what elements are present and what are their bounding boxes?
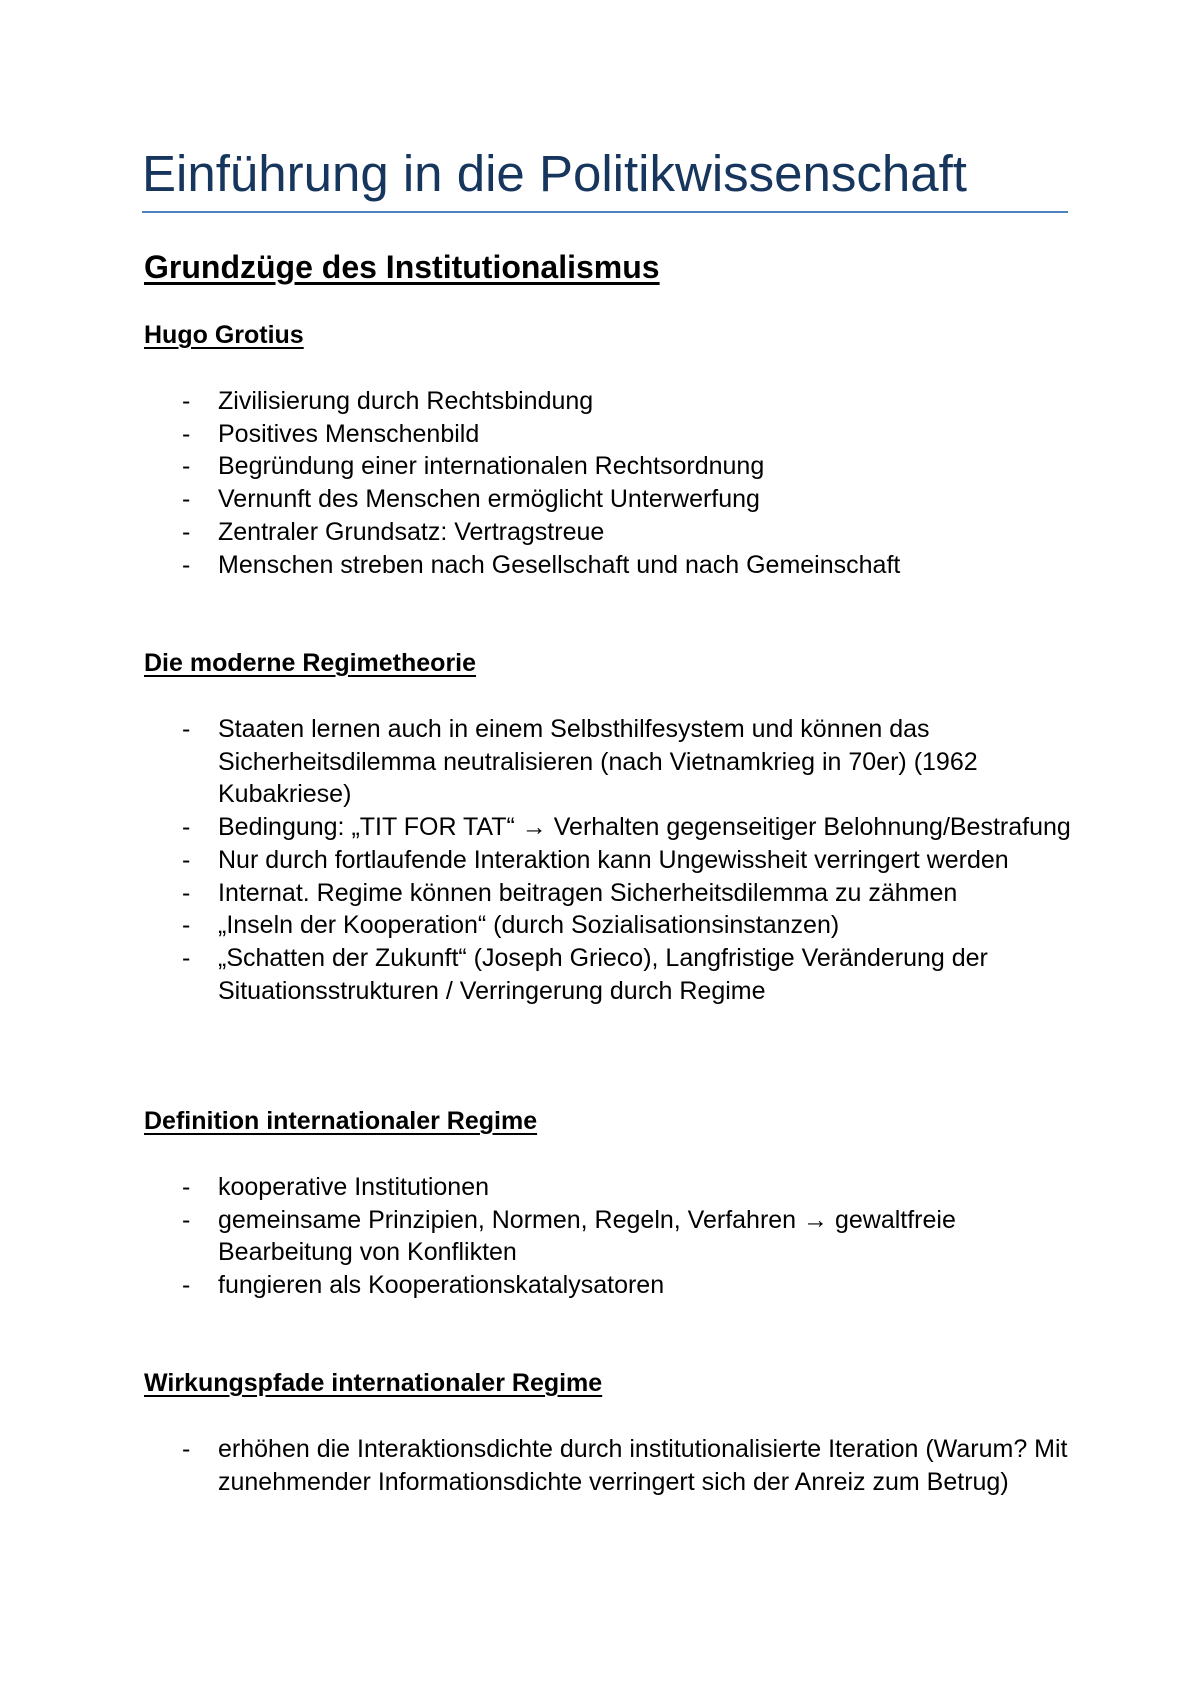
bullet-list-regimetheorie	[144, 713, 1084, 1007]
list-item	[144, 1433, 1084, 1498]
bullet-dash: -	[182, 517, 191, 546]
list-item	[144, 1269, 1084, 1302]
bullet-dash: -	[182, 911, 191, 940]
bullet-dash: -	[182, 943, 191, 972]
list-item	[144, 844, 1084, 877]
list-item	[144, 1204, 1084, 1269]
list-item-text: Nur durch fortlaufende Interaktion kann Ungewissheit verringert werden	[218, 845, 1009, 874]
document-title: Einführung in die Politikwissenschaft	[142, 145, 967, 202]
list-item	[144, 549, 1084, 582]
section-heading-wirkungspfade: Wirkungspfade internationaler Regime	[144, 1369, 603, 1397]
section-heading-definition: Definition internationaler Regime	[144, 1107, 538, 1135]
list-item-text: „Schatten der Zukunft“ (Joseph Grieco), Langfristige Veränderung der Situationsstrukturen / Verringerung durch Regime	[218, 943, 988, 1005]
list-item	[144, 909, 1084, 942]
list-item	[144, 516, 1084, 549]
list-item	[144, 1171, 1084, 1204]
list-item-text: fungieren als Kooperationskatalysatoren	[218, 1271, 665, 1300]
list-item	[144, 385, 1084, 418]
bullet-dash: -	[182, 813, 191, 842]
bullet-dash: -	[182, 419, 191, 448]
list-item-text: Menschen streben nach Gesellschaft und nach Gemeinschaft	[218, 550, 901, 579]
list-item-text: Zentraler Grundsatz: Vertragstreue	[218, 517, 605, 546]
list-item-text: Vernunft des Menschen ermöglicht Unterwerfung	[218, 485, 760, 514]
list-item	[144, 418, 1084, 451]
list-item-text: kooperative Institutionen	[218, 1173, 490, 1201]
list-item	[144, 450, 1084, 483]
bullet-dash: -	[182, 715, 191, 743]
bullet-dash: -	[182, 485, 191, 514]
list-item	[144, 811, 1084, 844]
bullet-dash: -	[182, 1271, 191, 1300]
main-heading: Grundzüge des Institutionalismus	[144, 249, 660, 285]
section-heading-hugo-grotius: Hugo Grotius	[144, 321, 304, 349]
list-item-text: gemeinsame Prinzipien, Normen, Regeln, Verfahren → gewaltfreie Bearbeitung von Konflikten	[218, 1205, 956, 1267]
list-item-text: „Inseln der Kooperation“ (durch Sozialisationsinstanzen)	[218, 911, 840, 940]
bullet-dash: -	[182, 550, 191, 579]
title-underline-rule	[142, 211, 1068, 213]
list-item	[144, 877, 1084, 910]
section-heading-regimetheorie: Die moderne Regimetheorie	[144, 649, 477, 677]
bullet-dash: -	[182, 1435, 191, 1463]
bullet-dash: -	[182, 1205, 191, 1234]
list-item-text: Bedingung: „TIT FOR TAT“ → Verhalten gegenseitiger Belohnung/Bestrafung	[218, 813, 1071, 842]
list-item	[144, 713, 1084, 811]
list-item-text: Zivilisierung durch Rechtsbindung	[218, 387, 594, 415]
list-item-text: erhöhen die Interaktionsdichte durch institutionalisierte Iteration (Warum? Mit zunehmender Informationsdichte verringert sich der Anreiz zum Betrug)	[218, 1435, 1068, 1496]
list-item-text: Positives Menschenbild	[218, 419, 480, 448]
bullet-list-hugo-grotius	[144, 385, 1084, 581]
bullet-list-definition	[144, 1171, 1084, 1302]
bullet-list-wirkungspfade	[144, 1433, 1084, 1498]
bullet-dash: -	[182, 452, 191, 481]
bullet-dash: -	[182, 387, 191, 415]
bullet-dash: -	[182, 845, 191, 874]
list-item-text: Internat. Regime können beitragen Sicherheitsdilemma zu zähmen	[218, 878, 958, 907]
list-item	[144, 483, 1084, 516]
list-item	[144, 942, 1084, 1007]
bullet-dash: -	[182, 1173, 191, 1201]
list-item-text: Begründung einer internationalen Rechtsordnung	[218, 452, 765, 481]
bullet-dash: -	[182, 878, 191, 907]
list-item-text: Staaten lernen auch in einem Selbsthilfesystem und können das Sicherheitsdilemma neutralisieren (nach Vietnamkrieg in 70er) (1962 Kubakriese)	[218, 715, 978, 809]
